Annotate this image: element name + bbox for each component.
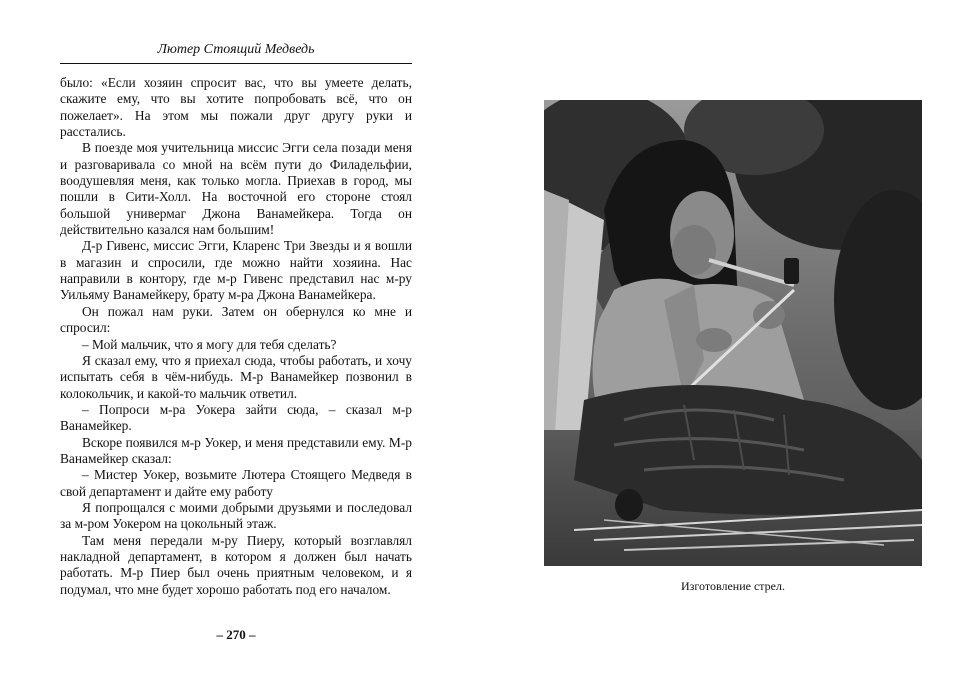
paragraph: Он пожал нам руки. Затем он обернулся ко мне и спросил:: [60, 303, 412, 336]
paragraph: В поезде моя учительница миссис Эгги села позади меня и разговаривала со мной на всём пути до Филадельфии, воодушевляя меня, как только могла. Приехав в город, мы пошли в Сити-Холл. На восточной его стороне стоял большой универмаг Джона Ванамейкера. Тогда он действительно казался нам большим!: [60, 140, 412, 238]
paragraph: было: «Если хозяин спросит вас, что вы умеете делать, скажите ему, что вы хотите попробовать всё, что он пожелает». На этом мы пожали друг другу руки и расстались.: [60, 75, 412, 140]
photograph: [544, 100, 922, 566]
body-text: [60, 75, 412, 598]
paragraph: Вскоре появился м-р Уокер, и меня представили ему. М-р Ванамейкер сказал:: [60, 434, 412, 466]
paragraph: Я сказал ему, что я приехал сюда, чтобы работать, и хочу испытать себя в чём-нибудь. М-р Ванамейкер позвонил в колокольчик, и какой-то мальчик ответил.: [60, 352, 412, 401]
paragraph: – Мой мальчик, что я могу для тебя сделать?: [82, 336, 337, 352]
figure-caption: Изготовление стрел.: [681, 579, 785, 593]
paragraph: Д-р Гивенс, миссис Эгги, Кларенс Три Звезды и я вошли в магазин и спросили, где можно найти хозяина. Нас направили в контору, где м-р Гивенс представил нас м-ру Уильяму Ванамейкеру, брату м-ра Джона Ванамейкера.: [60, 238, 412, 303]
page-number: – 270 –: [216, 627, 256, 642]
paragraph: Там меня передали м-ру Пиеру, который возглавлял накладной департамент, в котором я должен был начать работать. М-р Пиер был очень приятным человеком, и я подумал, что мне будет хорошо работать под его началом.: [60, 532, 412, 597]
paragraph: Я попрощался с моими добрыми друзьями и последовал за м-ром Уокером на цокольный этаж.: [60, 499, 412, 532]
paragraph: – Попроси м-ра Уокера зайти сюда, – сказал м-р Ванамейкер.: [60, 401, 412, 434]
header-rule: [60, 63, 412, 64]
paragraph: – Мистер Уокер, возьмите Лютера Стоящего Медведя в свой департамент и дайте ему работу: [60, 467, 412, 499]
running-header: Лютер Стоящий Медведь: [157, 42, 315, 57]
